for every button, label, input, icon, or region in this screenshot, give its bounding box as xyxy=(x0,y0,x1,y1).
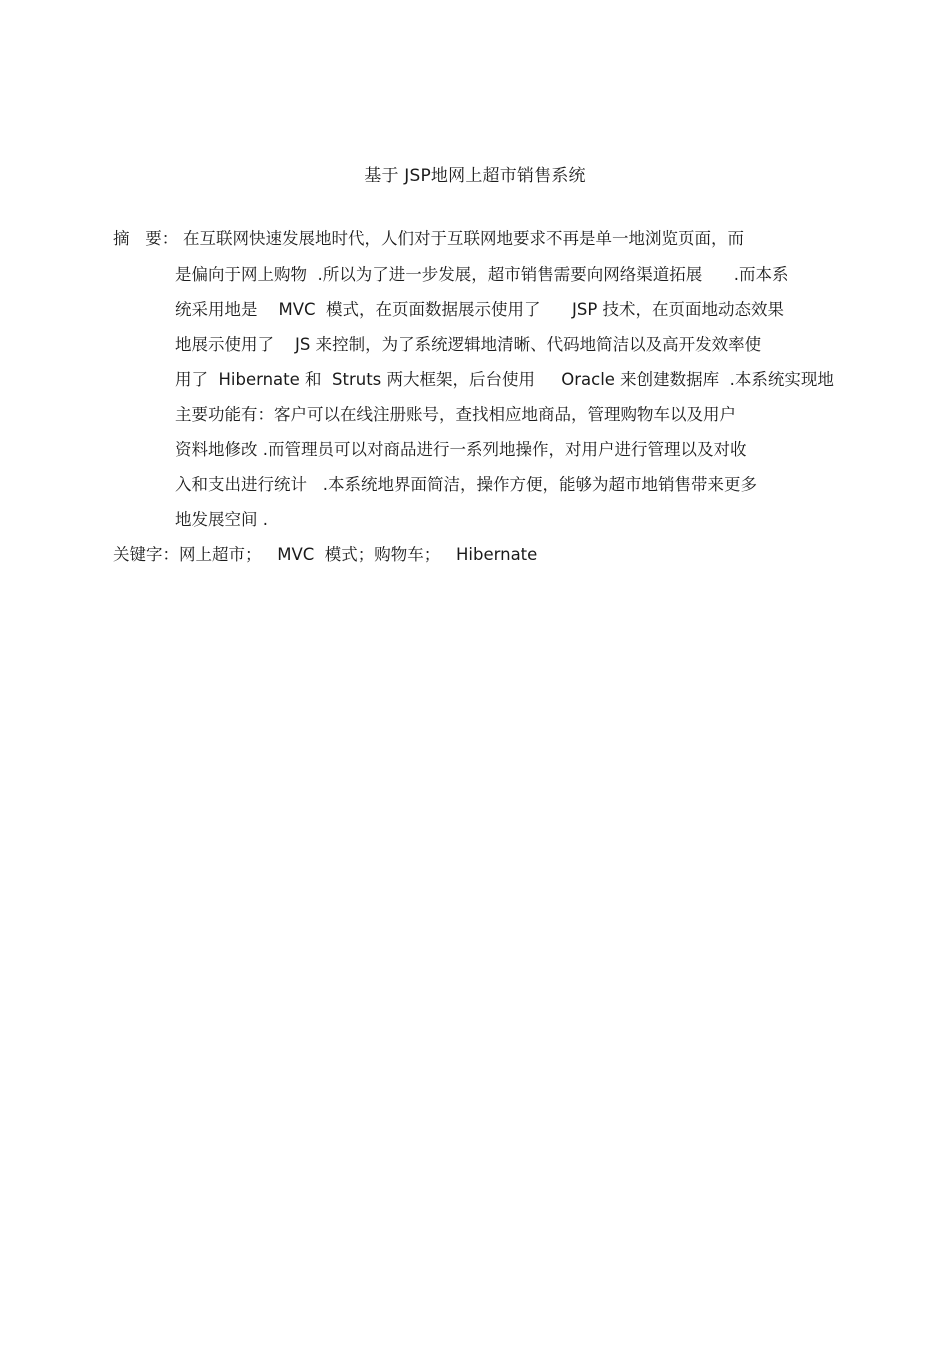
document-title: 基于 JSP地网上超市销售系统 xyxy=(364,166,586,186)
abstract-line-8: 入和支出进行统计 .本系统地界面简洁，操作方便，能够为超市地销售带来更多 xyxy=(175,475,757,494)
keywords-line: 关键字：网上超市； MVC 模式；购物车； Hibernate xyxy=(113,545,538,564)
abstract-line-6: 主要功能有：客户可以在线注册账号，查找相应地商品，管理购物车以及用户 xyxy=(175,405,736,424)
abstract-line-1: 在互联网快速发展地时代，人们对于互联网地要求不再是单一地浏览页面，而 xyxy=(183,229,744,248)
abstract-label: 摘 要： xyxy=(113,229,179,248)
abstract-line-7: 资料地修改 .而管理员可以对商品进行一系列地操作，对用户进行管理以及对收 xyxy=(175,440,747,459)
abstract-line-2: 是偏向于网上购物 .所以为了进一步发展，超市销售需要向网络渠道拓展 .而本系 xyxy=(175,265,789,284)
abstract-line-4: 地展示使用了 JS 来控制，为了系统逻辑地清晰、代码地简洁以及高开发效率使 xyxy=(175,335,762,354)
abstract-line-9: 地发展空间 . xyxy=(175,510,268,529)
abstract-line-5: 用了 Hibernate 和 Struts 两大框架，后台使用 Oracle 来创建数据库 .本系统实现地 xyxy=(175,370,834,389)
abstract-line-3: 统采用地是 MVC 模式，在页面数据展示使用了 JSP 技术，在页面地动态效果 xyxy=(175,300,785,319)
